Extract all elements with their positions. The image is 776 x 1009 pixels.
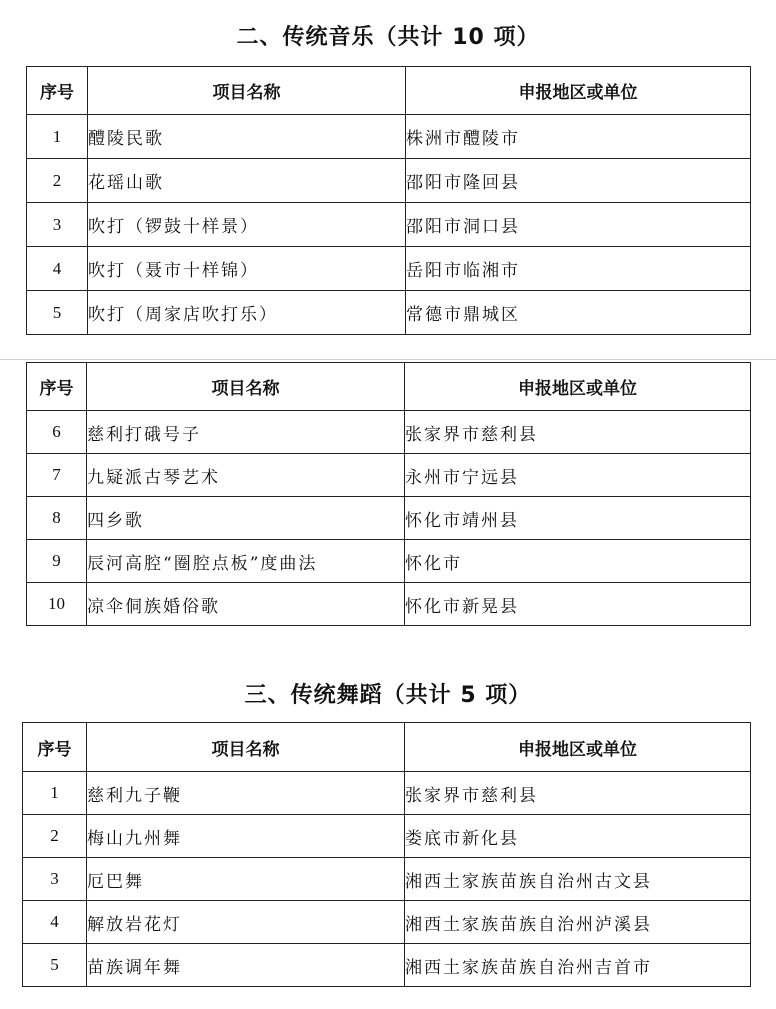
table-row [27,411,751,454]
cell-serial: 2 [23,815,87,858]
cell-region: 怀化市新晃县 [405,583,751,626]
table-row [27,540,751,583]
table-row [23,901,751,944]
cell-serial: 9 [27,540,87,583]
cell-serial: 2 [27,159,88,203]
cell-serial: 4 [27,247,88,291]
cell-region: 永州市宁远县 [405,454,751,497]
music-table-part-2 [26,362,751,626]
table-row [27,115,751,159]
cell-item-name: 慈利九子鞭 [87,772,405,815]
cell-item-name: 花瑶山歌 [88,159,406,203]
music-table-part-1 [26,66,751,335]
cell-item-name: 解放岩花灯 [87,901,405,944]
cell-region: 张家界市慈利县 [405,411,751,454]
cell-item-name: 九疑派古琴艺术 [87,454,405,497]
table-row [27,291,751,335]
cell-serial: 5 [23,944,87,987]
cell-item-name: 辰河高腔“圈腔点板”度曲法 [87,540,405,583]
cell-item-name: 吹打（周家店吹打乐） [88,291,406,335]
cell-serial: 8 [27,497,87,540]
table-row [23,772,751,815]
cell-serial: 4 [23,901,87,944]
cell-item-name: 吹打（锣鼓十样景） [88,203,406,247]
cell-region: 邵阳市洞口县 [406,203,751,247]
table-row [23,858,751,901]
cell-item-name: 慈利打硪号子 [87,411,405,454]
cell-serial: 3 [23,858,87,901]
header-region: 申报地区或单位 [405,363,751,411]
cell-item-name: 凉伞侗族婚俗歌 [87,583,405,626]
header-region: 申报地区或单位 [405,723,751,772]
header-region: 申报地区或单位 [406,67,751,115]
cell-serial: 5 [27,291,88,335]
cell-item-name: 醴陵民歌 [88,115,406,159]
cell-serial: 6 [27,411,87,454]
table-row [27,583,751,626]
cell-region: 怀化市 [405,540,751,583]
header-item-name: 项目名称 [87,723,405,772]
cell-serial: 10 [27,583,87,626]
cell-region: 张家界市慈利县 [405,772,751,815]
table-row [27,203,751,247]
cell-region: 岳阳市临湘市 [406,247,751,291]
table-row [27,159,751,203]
header-item-name: 项目名称 [88,67,406,115]
table-row [27,454,751,497]
cell-serial: 1 [23,772,87,815]
cell-serial: 3 [27,203,88,247]
table-row [27,497,751,540]
cell-region: 株洲市醴陵市 [406,115,751,159]
cell-serial: 7 [27,454,87,497]
cell-region: 邵阳市隆回县 [406,159,751,203]
dance-table [22,722,751,987]
cell-region: 湘西土家族苗族自治州泸溪县 [405,901,751,944]
page-break-divider [0,359,776,360]
cell-item-name: 苗族调年舞 [87,944,405,987]
header-serial: 序号 [27,363,87,411]
cell-item-name: 吹打（聂市十样锦） [88,247,406,291]
table-row [23,944,751,987]
header-serial: 序号 [23,723,87,772]
cell-item-name: 梅山九州舞 [87,815,405,858]
cell-serial: 1 [27,115,88,159]
section-title-traditional-dance: 三、传统舞蹈（共计 5 项） [244,683,532,708]
header-serial: 序号 [27,67,88,115]
cell-region: 怀化市靖州县 [405,497,751,540]
cell-item-name: 厄巴舞 [87,858,405,901]
table-row [27,247,751,291]
cell-region: 湘西土家族苗族自治州古文县 [405,858,751,901]
cell-region: 常德市鼎城区 [406,291,751,335]
table-row [23,815,751,858]
cell-region: 娄底市新化县 [405,815,751,858]
cell-item-name: 四乡歌 [87,497,405,540]
header-item-name: 项目名称 [87,363,405,411]
section-title-traditional-music: 二、传统音乐（共计 10 项） [236,25,540,50]
cell-region: 湘西土家族苗族自治州吉首市 [405,944,751,987]
